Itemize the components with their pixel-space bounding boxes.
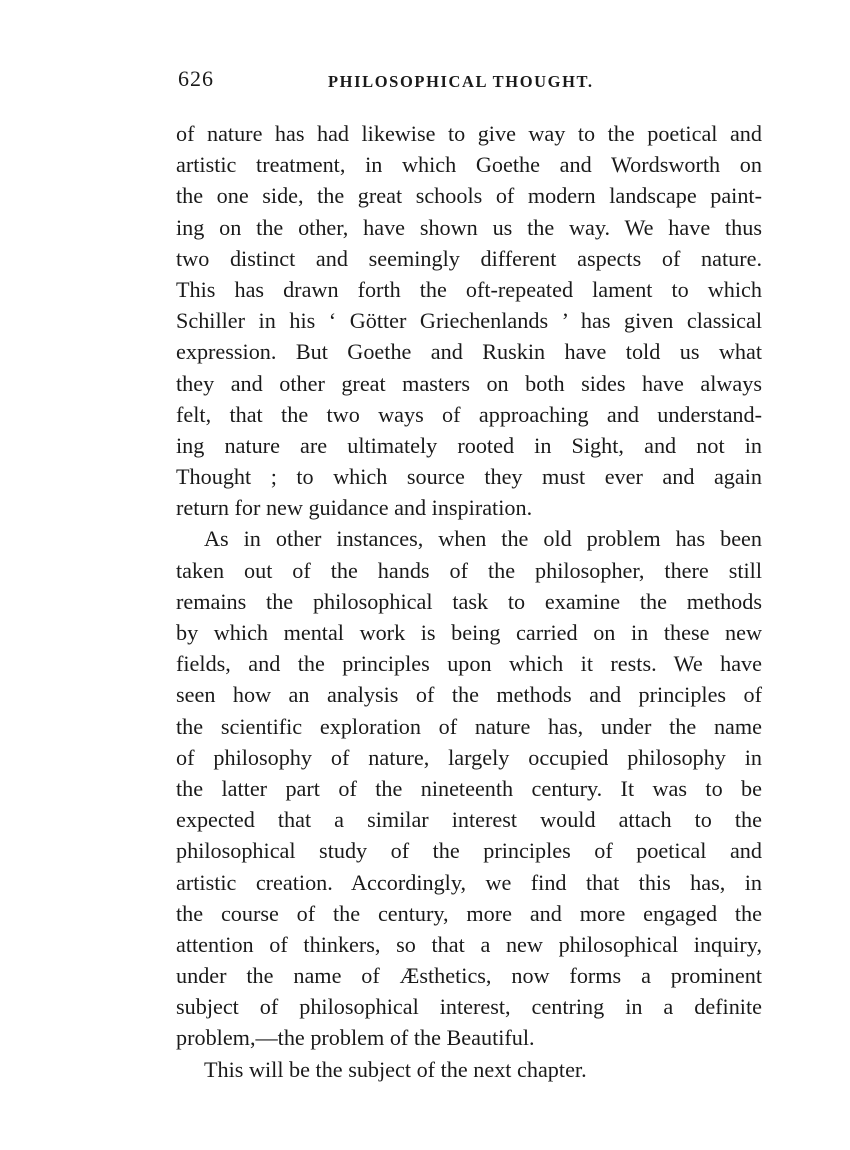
text-line: taken out of the hands of the philosopher, there still [176,557,762,583]
text-line: ing nature are ultimately rooted in Sight, and not in [176,432,762,458]
text-line: under the name of Æsthetics, now forms a prominent [176,963,762,989]
running-head: PHILOSOPHICAL THOUGHT. [328,72,594,91]
page-header [178,66,762,96]
text-line: of nature has had likewise to give way to the poetical and [176,121,762,146]
text-line: This has drawn forth the oft-repeated lament to which [176,276,762,302]
text-line: As in other instances, when the old problem has been [204,526,762,552]
text-line: This will be the subject of the next chapter. [204,1056,587,1082]
text-line: return for new guidance and inspiration. [176,495,533,521]
text-line: felt, that the two ways of approaching and understand- [176,401,762,427]
text-line: by which mental work is being carried on in these new [176,620,762,645]
text-line: ing on the other, have shown us the way. We have thus [176,214,762,240]
text-line: subject of philosophical interest, centring in a definite [176,994,762,1020]
text-line: attention of thinkers, so that a new philosophical inquiry, [176,931,762,957]
text-line: Schiller in his ‘ Götter Griechenlands ’ has given classical [176,308,762,334]
text-line: the latter part of the nineteenth century. It was to be [176,775,762,801]
text-line: they and other great masters on both sides have always [176,370,762,396]
text-line: artistic treatment, in which Goethe and Wordsworth on [176,152,762,178]
text-line: the course of the century, more and more engaged the [176,900,762,926]
text-line: fields, and the principles upon which it rests. We have [176,651,762,677]
text-line: Thought ; to which source they must ever and again [176,464,762,490]
text-line: of philosophy of nature, largely occupied philosophy in [176,744,762,770]
page-number: 626 [178,66,214,91]
text-line: philosophical study of the principles of poetical and [176,838,762,864]
body-text [176,118,762,1085]
text-line: two distinct and seemingly different aspects of nature. [176,245,762,271]
text-line: the scientific exploration of nature has, under the name [176,713,762,739]
text-line: expected that a similar interest would attach to the [176,807,762,833]
text-line: artistic creation. Accordingly, we find that this has, in [176,869,762,895]
text-line: remains the philosophical task to examine the methods [176,588,762,614]
text-line: the one side, the great schools of modern landscape paint- [176,183,762,209]
text-line: problem,—the problem of the Beautiful. [176,1025,535,1051]
text-line: expression. But Goethe and Ruskin have told us what [176,339,762,365]
text-line: seen how an analysis of the methods and principles of [176,682,762,708]
